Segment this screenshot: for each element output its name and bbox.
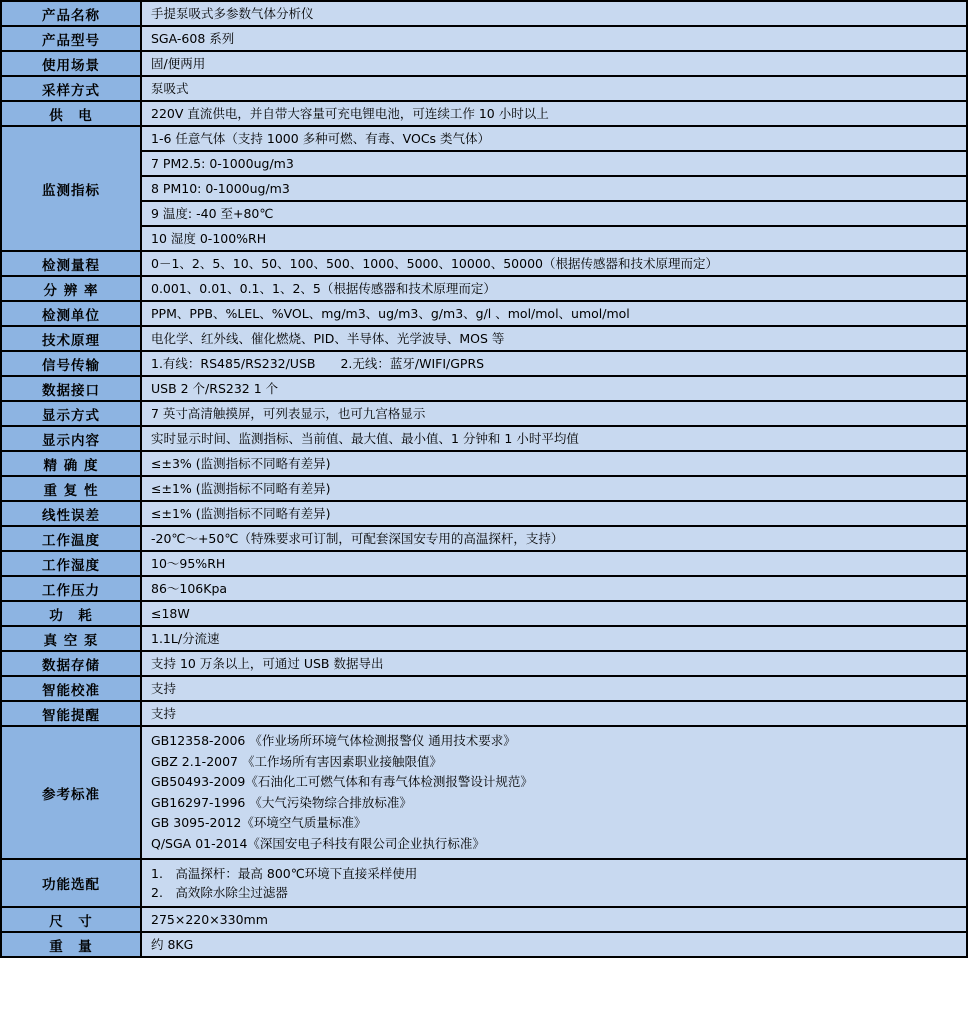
reference-standards-line-0: GB12358-2006 《作业场所环境气体检测报警仪 通用技术要求》 [151,733,516,748]
resolution-label: 分 辨 率 [1,276,141,301]
monitoring-indicators-value-0: 1-6 任意气体（支持 1000 多种可燃、有毒、VOCs 类气体） [141,126,967,151]
spec-row-working-humidity [1,551,967,576]
spec-row-dimensions [1,907,967,932]
spec-row-working-temperature [1,526,967,551]
technology-principle-value: 电化学、红外线、催化燃烧、PID、半导体、光学波导、MOS 等 [141,326,967,351]
vacuum-pump-value: 1.1L/分流速 [141,626,967,651]
spec-row-resolution [1,276,967,301]
power-consumption-label: 功 耗 [1,601,141,626]
linearity-error-value: ≤±1% (监测指标不同略有差异) [141,501,967,526]
spec-row-linearity-error [1,501,967,526]
detection-unit-label: 检测单位 [1,301,141,326]
reference-standards-value [141,726,967,859]
monitoring-indicators-value-3: 9 温度: -40 至+80℃ [141,201,967,226]
vacuum-pump-label: 真 空 泵 [1,626,141,651]
spec-row-smart-calibration [1,676,967,701]
spec-row-monitoring-indicators-4 [1,226,967,251]
spec-row-detection-unit [1,301,967,326]
working-temperature-value: -20℃～+50℃（特殊要求可订制，可配套深国安专用的高温探杆，支持） [141,526,967,551]
smart-reminder-label: 智能提醒 [1,701,141,726]
spec-row-data-interface [1,376,967,401]
detection-range-label: 检测量程 [1,251,141,276]
spec-row-data-storage [1,651,967,676]
smart-calibration-label: 智能校准 [1,676,141,701]
weight-value: 约 8KG [141,932,967,957]
spec-row-working-pressure [1,576,967,601]
product-model-value: SGA-608 系列 [141,26,967,51]
optional-functions-line-0: 1. 高温探杆：最高 800℃环境下直接采样使用 [151,866,418,881]
dimensions-value: 275×220×330mm [141,907,967,932]
accuracy-value: ≤±3% (监测指标不同略有差异) [141,451,967,476]
spec-row-power-supply [1,101,967,126]
signal-transmission-value: 1.有线：RS485/RS232/USB 2.无线：蓝牙/WIFI/GPRS [141,351,967,376]
working-humidity-value: 10～95%RH [141,551,967,576]
repeatability-label: 重 复 性 [1,476,141,501]
usage-scenario-label: 使用场景 [1,51,141,76]
spec-row-vacuum-pump [1,626,967,651]
reference-standards-line-4: GB 3095-2012《环境空气质量标准》 [151,815,367,830]
spec-row-repeatability [1,476,967,501]
product-name-label: 产品名称 [1,1,141,26]
spec-row-product-model [1,26,967,51]
monitoring-indicators-value-1: 7 PM2.5: 0-1000ug/m3 [141,151,967,176]
spec-row-sampling-method [1,76,967,101]
linearity-error-label: 线性误差 [1,501,141,526]
power-consumption-value: ≤18W [141,601,967,626]
spec-row-usage-scenario [1,51,967,76]
monitoring-indicators-value-2: 8 PM10: 0-1000ug/m3 [141,176,967,201]
monitoring-indicators-value-4: 10 湿度 0-100%RH [141,226,967,251]
accuracy-label: 精 确 度 [1,451,141,476]
monitoring-indicators-label: 监测指标 [1,126,141,251]
smart-calibration-value: 支持 [141,676,967,701]
display-content-label: 显示内容 [1,426,141,451]
spec-row-signal-transmission [1,351,967,376]
optional-functions-label: 功能选配 [1,859,141,907]
sampling-method-label: 采样方式 [1,76,141,101]
repeatability-value: ≤±1% (监测指标不同略有差异) [141,476,967,501]
spec-row-optional-functions [1,859,967,907]
working-pressure-value: 86～106Kpa [141,576,967,601]
spec-row-monitoring-indicators-2 [1,176,967,201]
spec-row-monitoring-indicators-0 [1,126,967,151]
spec-row-detection-range [1,251,967,276]
spec-row-display-mode [1,401,967,426]
spec-table-body [1,1,967,957]
working-temperature-label: 工作温度 [1,526,141,551]
data-storage-value: 支持 10 万条以上，可通过 USB 数据导出 [141,651,967,676]
optional-functions-line-1: 2. 高效除水除尘过滤器 [151,885,288,900]
technology-principle-label: 技术原理 [1,326,141,351]
data-interface-label: 数据接口 [1,376,141,401]
spec-row-display-content [1,426,967,451]
spec-row-technology-principle [1,326,967,351]
weight-label: 重 量 [1,932,141,957]
optional-functions-value [141,859,967,907]
power-supply-label: 供 电 [1,101,141,126]
signal-transmission-label: 信号传输 [1,351,141,376]
spec-row-weight [1,932,967,957]
display-mode-label: 显示方式 [1,401,141,426]
spec-row-smart-reminder [1,701,967,726]
spec-row-monitoring-indicators-1 [1,151,967,176]
reference-standards-line-2: GB50493-2009《石油化工可燃气体和有毒气体检测报警设计规范》 [151,774,533,789]
usage-scenario-value: 固/便两用 [141,51,967,76]
detection-range-value: 0－1、2、5、10、50、100、500、1000、5000、10000、50000（根据传感器和技术原理而定） [141,251,967,276]
spec-row-product-name [1,1,967,26]
detection-unit-value: PPM、PPB、%LEL、%VOL、mg/m3、ug/m3、g/m3、g/l 、mol/mol、umol/mol [141,301,967,326]
resolution-value: 0.001、0.01、0.1、1、2、5（根据传感器和技术原理而定） [141,276,967,301]
spec-row-power-consumption [1,601,967,626]
product-name-value: 手提泵吸式多参数气体分析仪 [141,1,967,26]
smart-reminder-value: 支持 [141,701,967,726]
reference-standards-line-3: GB16297-1996 《大气污染物综合排放标准》 [151,794,412,810]
working-humidity-label: 工作湿度 [1,551,141,576]
spec-row-accuracy [1,451,967,476]
data-interface-value: USB 2 个/RS232 1 个 [141,376,967,401]
dimensions-label: 尺 寸 [1,907,141,932]
reference-standards-line-1: GBZ 2.1-2007 《工作场所有害因素职业接触限值》 [151,753,442,769]
working-pressure-label: 工作压力 [1,576,141,601]
display-mode-value: 7 英寸高清触摸屏，可列表显示，也可九宫格显示 [141,401,967,426]
reference-standards-label: 参考标准 [1,726,141,859]
sampling-method-value: 泵吸式 [141,76,967,101]
reference-standards-line-5: Q/SGA 01-2014《深国安电子科技有限公司企业执行标准》 [151,835,485,851]
power-supply-value: 220V 直流供电，并自带大容量可充电锂电池，可连续工作 10 小时以上 [141,101,967,126]
display-content-value: 实时显示时间、监测指标、当前值、最大值、最小值、1 分钟和 1 小时平均值 [141,426,967,451]
product-model-label: 产品型号 [1,26,141,51]
spec-row-reference-standards [1,726,967,859]
spec-row-monitoring-indicators-3 [1,201,967,226]
data-storage-label: 数据存储 [1,651,141,676]
